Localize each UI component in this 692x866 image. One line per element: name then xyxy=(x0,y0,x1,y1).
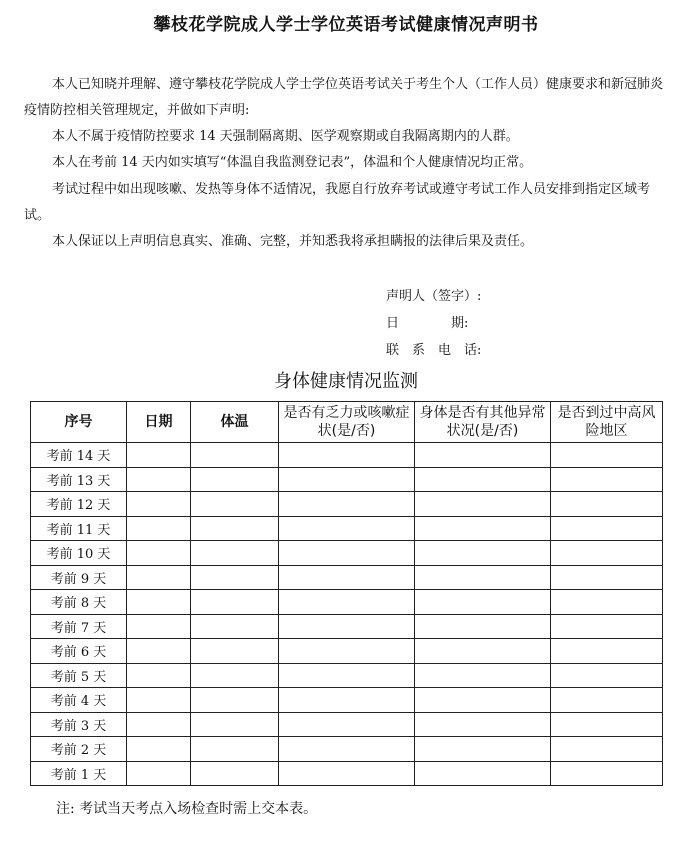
temperature-cell[interactable] xyxy=(191,614,279,639)
fatigue-cough-cell[interactable] xyxy=(279,492,415,517)
table-row xyxy=(31,614,663,639)
document-title: 攀枝花学院成人学士学位英语考试健康情况声明书 xyxy=(153,15,539,35)
fatigue-cough-cell[interactable] xyxy=(279,688,415,713)
other-abnormal-cell[interactable] xyxy=(415,639,551,664)
risk-area-cell[interactable] xyxy=(551,541,663,566)
risk-area-cell[interactable] xyxy=(551,614,663,639)
declaration-item-1: 本人不属于疫情防控要求 14 天强制隔离期、医学观察期或自我隔离期内的人群。 xyxy=(52,129,519,144)
header-other-abnormal: 身体是否有其他异常状况(是/否) xyxy=(415,402,551,443)
temperature-cell[interactable] xyxy=(191,516,279,541)
fatigue-cough-cell[interactable] xyxy=(279,590,415,615)
table-row xyxy=(31,541,663,566)
fatigue-cough-cell[interactable] xyxy=(279,663,415,688)
risk-area-cell[interactable] xyxy=(551,565,663,590)
risk-area-cell[interactable] xyxy=(551,688,663,713)
other-abnormal-cell[interactable] xyxy=(415,590,551,615)
temperature-cell[interactable] xyxy=(191,590,279,615)
temperature-cell[interactable] xyxy=(191,737,279,762)
temperature-cell[interactable] xyxy=(191,492,279,517)
risk-area-cell[interactable] xyxy=(551,712,663,737)
other-abnormal-cell[interactable] xyxy=(415,663,551,688)
table-row xyxy=(31,663,663,688)
risk-area-cell[interactable] xyxy=(551,737,663,762)
other-abnormal-cell[interactable] xyxy=(415,565,551,590)
other-abnormal-cell[interactable] xyxy=(415,737,551,762)
temperature-cell[interactable] xyxy=(191,443,279,468)
row-label: 考前 1 天 xyxy=(31,761,127,786)
row-label: 考前 7 天 xyxy=(31,614,127,639)
risk-area-cell[interactable] xyxy=(551,663,663,688)
health-monitor-table xyxy=(30,401,663,786)
table-row xyxy=(31,467,663,492)
declaration-item-3: 考试过程中如出现咳嗽、发热等身体不适情况，我愿自行放弃考试或遵守考试工作人员安排到指定区域考试。 xyxy=(24,182,651,223)
fatigue-cough-cell[interactable] xyxy=(279,737,415,762)
row-label: 考前 3 天 xyxy=(31,712,127,737)
table-row xyxy=(31,712,663,737)
row-label: 考前 8 天 xyxy=(31,590,127,615)
other-abnormal-cell[interactable] xyxy=(415,688,551,713)
date-cell[interactable] xyxy=(127,565,191,590)
declaration-item-4: 本人保证以上声明信息真实、准确、完整，并知悉我将承担瞒报的法律后果及责任。 xyxy=(52,234,534,249)
temperature-cell[interactable] xyxy=(191,688,279,713)
table-row xyxy=(31,761,663,786)
row-label: 考前 14 天 xyxy=(31,443,127,468)
row-label: 考前 12 天 xyxy=(31,492,127,517)
temperature-cell[interactable] xyxy=(191,467,279,492)
row-label: 考前 5 天 xyxy=(31,663,127,688)
phone-label: 联 系 电 话: xyxy=(386,343,482,358)
declaration-item-2: 本人在考前 14 天内如实填写“体温自我监测登记表”，体温和个人健康情况均正常。 xyxy=(52,155,533,170)
row-label: 考前 6 天 xyxy=(31,639,127,664)
monitor-title: 身体健康情况监测 xyxy=(274,371,418,392)
header-fatigue-cough: 是否有乏力或咳嗽症状(是/否) xyxy=(279,402,415,443)
risk-area-cell[interactable] xyxy=(551,761,663,786)
other-abnormal-cell[interactable] xyxy=(415,614,551,639)
risk-area-cell[interactable] xyxy=(551,467,663,492)
temperature-cell[interactable] xyxy=(191,761,279,786)
header-date: 日期 xyxy=(127,402,191,443)
fatigue-cough-cell[interactable] xyxy=(279,565,415,590)
fatigue-cough-cell[interactable] xyxy=(279,712,415,737)
other-abnormal-cell[interactable] xyxy=(415,541,551,566)
temperature-cell[interactable] xyxy=(191,663,279,688)
risk-area-cell[interactable] xyxy=(551,492,663,517)
declaration-intro: 本人已知晓并理解、遵守攀枝花学院成人学士学位英语考试关于考生个人（工作人员）健康要求和新冠肺炎疫情防控相关管理规定，并做如下声明: xyxy=(24,77,664,118)
row-label: 考前 4 天 xyxy=(31,688,127,713)
header-risk-area: 是否到过中高风险地区 xyxy=(551,402,663,443)
fatigue-cough-cell[interactable] xyxy=(279,761,415,786)
risk-area-cell[interactable] xyxy=(551,590,663,615)
date-cell[interactable] xyxy=(127,541,191,566)
table-row xyxy=(31,443,663,468)
date-cell[interactable] xyxy=(127,467,191,492)
table-row xyxy=(31,688,663,713)
signer-label: 声明人（签字）: xyxy=(386,289,482,304)
date-cell[interactable] xyxy=(127,614,191,639)
risk-area-cell[interactable] xyxy=(551,639,663,664)
date-cell[interactable] xyxy=(127,712,191,737)
header-index: 序号 xyxy=(31,402,127,443)
date-cell[interactable] xyxy=(127,688,191,713)
fatigue-cough-cell[interactable] xyxy=(279,516,415,541)
fatigue-cough-cell[interactable] xyxy=(279,467,415,492)
row-label: 考前 9 天 xyxy=(31,565,127,590)
other-abnormal-cell[interactable] xyxy=(415,467,551,492)
temperature-cell[interactable] xyxy=(191,639,279,664)
risk-area-cell[interactable] xyxy=(551,443,663,468)
date-cell[interactable] xyxy=(127,663,191,688)
table-row xyxy=(31,590,663,615)
row-label: 考前 13 天 xyxy=(31,467,127,492)
date-cell[interactable] xyxy=(127,516,191,541)
temperature-cell[interactable] xyxy=(191,565,279,590)
table-header-row xyxy=(31,402,663,443)
row-label: 考前 2 天 xyxy=(31,737,127,762)
date-cell[interactable] xyxy=(127,639,191,664)
table-row xyxy=(31,492,663,517)
other-abnormal-cell[interactable] xyxy=(415,492,551,517)
date-cell[interactable] xyxy=(127,443,191,468)
fatigue-cough-cell[interactable] xyxy=(279,639,415,664)
fatigue-cough-cell[interactable] xyxy=(279,614,415,639)
fatigue-cough-cell[interactable] xyxy=(279,443,415,468)
header-temperature: 体温 xyxy=(191,402,279,443)
temperature-cell[interactable] xyxy=(191,712,279,737)
date-cell[interactable] xyxy=(127,737,191,762)
other-abnormal-cell[interactable] xyxy=(415,712,551,737)
table-row xyxy=(31,737,663,762)
table-row xyxy=(31,516,663,541)
row-label: 考前 10 天 xyxy=(31,541,127,566)
date-cell[interactable] xyxy=(127,492,191,517)
other-abnormal-cell[interactable] xyxy=(415,516,551,541)
table-row xyxy=(31,565,663,590)
other-abnormal-cell[interactable] xyxy=(415,761,551,786)
row-label: 考前 11 天 xyxy=(31,516,127,541)
temperature-cell[interactable] xyxy=(191,541,279,566)
fatigue-cough-cell[interactable] xyxy=(279,541,415,566)
table-row xyxy=(31,639,663,664)
date-cell[interactable] xyxy=(127,590,191,615)
date-label: 日 期: xyxy=(386,316,469,331)
other-abnormal-cell[interactable] xyxy=(415,443,551,468)
footer-note: 注: 考试当天考点入场检查时需上交本表。 xyxy=(56,801,318,817)
risk-area-cell[interactable] xyxy=(551,516,663,541)
date-cell[interactable] xyxy=(127,761,191,786)
